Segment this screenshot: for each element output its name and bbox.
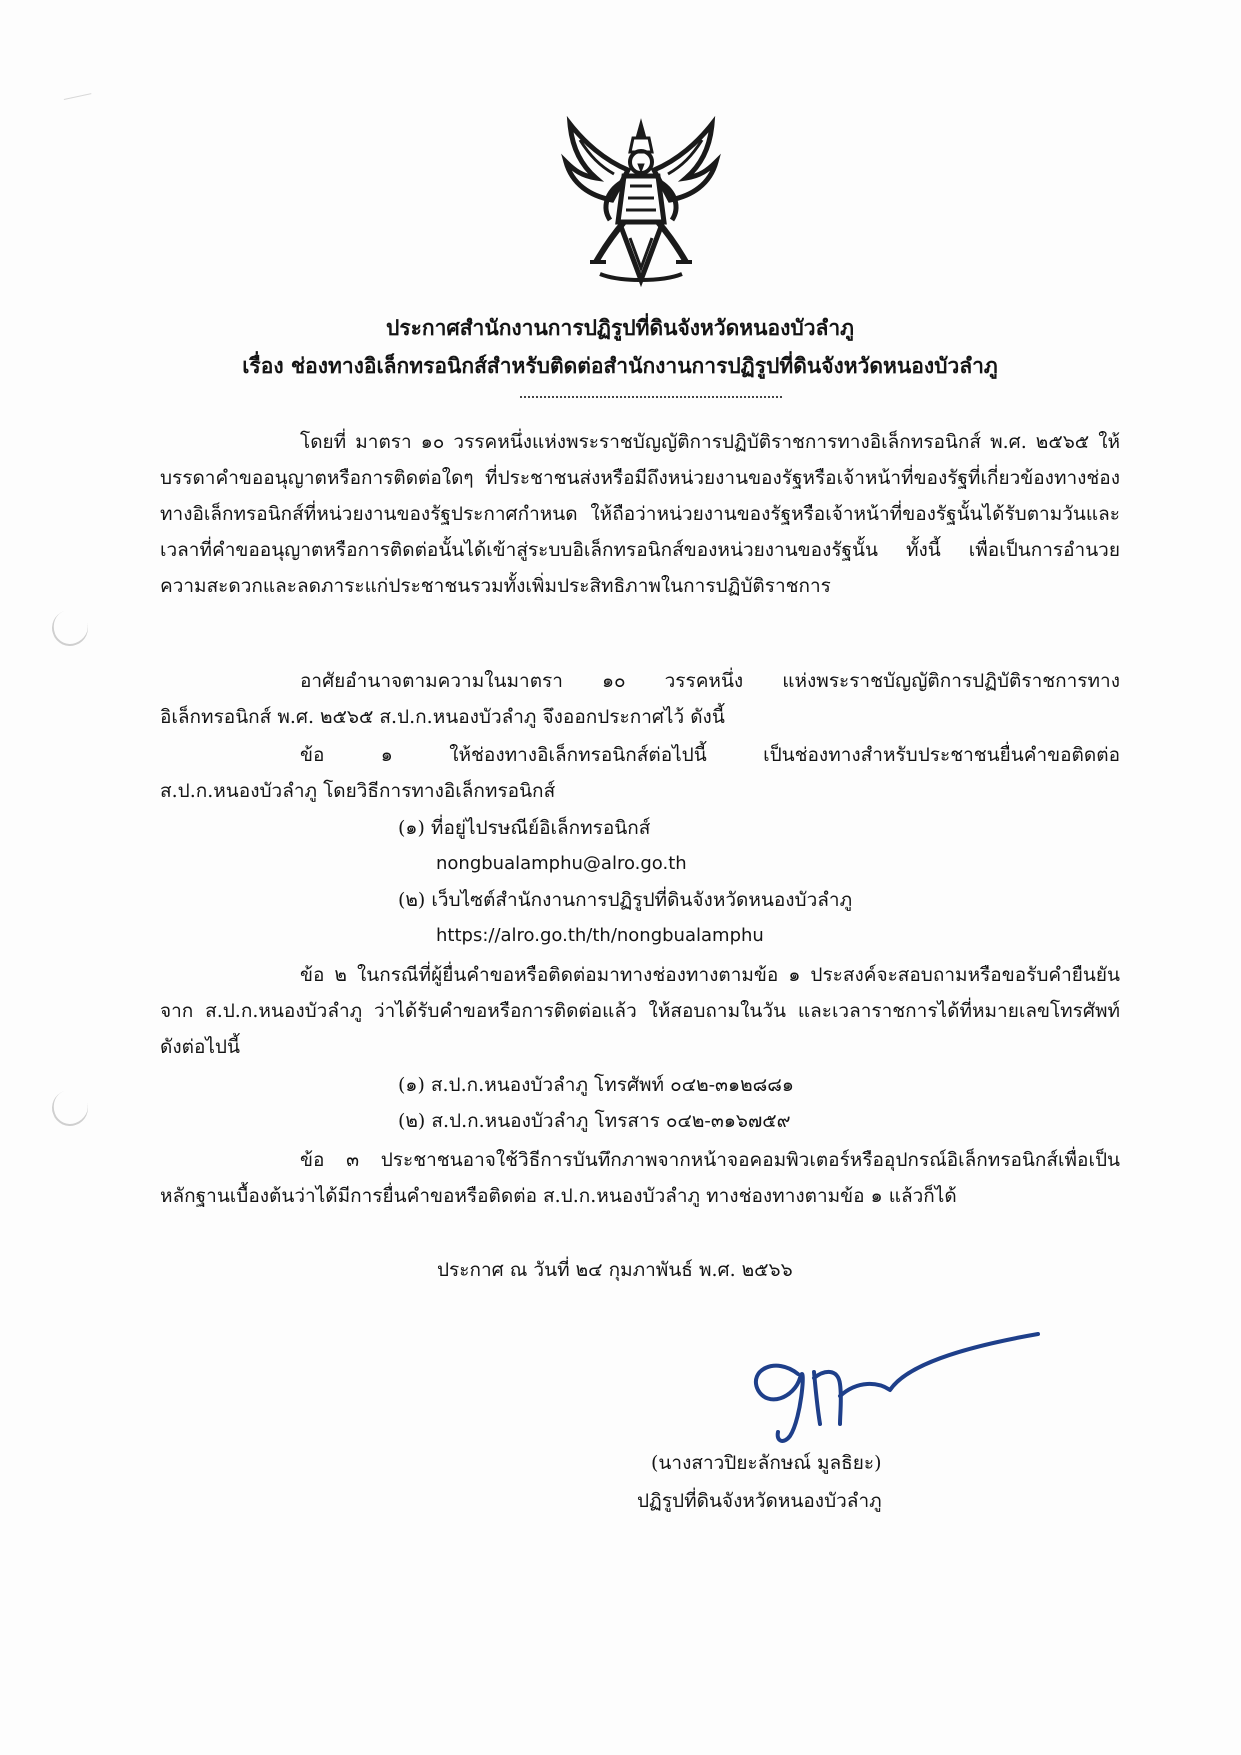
header-divider [520,396,782,398]
paragraph-authority: อาศัยอำนาจตามความในมาตรา ๑๐ วรรคหนึ่ง แห่งพระราชบัญญัติการปฏิบัติราชการทางอิเล็กทรอนิกส์ พ.ศ. ๒๕๖๕ ส.ป.ก.หนองบัวลำภู จึงออกประกาศไว้ ดังนี้ [160,670,1120,728]
email-address: nongbualamphu@alro.go.th [436,853,687,874]
paragraph-preamble: โดยที่ มาตรา ๑๐ วรรคหนึ่งแห่งพระราชบัญญัติการปฏิบัติราชการทางอิเล็กทรอนิกส์ พ.ศ. ๒๕๖๕ ให้บรรดาคำขออนุญาตหรือการติดต่อใดๆ ที่ประชาชนส่งหรือมีถึงหน่วยงานของรัฐหรือเจ้าหน้าที่ของรัฐที่เกี่ยวข้องทางช่องทางอิเล็กทรอนิกส์ที่หน่วยงานของรัฐประกาศกำหนด ให้ถือว่าหน่วยงานของรัฐหรือเจ้าหน้าที่ของรัฐนั้นได้รับตามวันและเวลาที่คำขออนุญาตหรือการติดต่อนั้นได้เข้าสู่ระบบอิเล็กทรอนิกส์ของหน่วยงานของรัฐนั้น ทั้งนี้ เพื่อเป็นการอำนวยความสะดวกและลดภาระแก่ประชาชนรวมทั้งเพิ่มประสิทธิภาพในการปฏิบัติราชการ [160,431,1120,597]
phone-number: (๑) ส.ป.ก.หนองบัวลำภู โทรศัพท์ ๐๔๒-๓๑๒๘๘๑ [398,1074,794,1096]
handwritten-signature-icon [728,1326,1058,1446]
website-url: https://alro.go.th/th/nongbualamphu [436,925,764,946]
announcement-title: ประกาศสำนักงานการปฏิรูปที่ดินจังหวัดหนองบัวลำภู [386,315,854,340]
clause-3: ข้อ ๓ ประชาชนอาจใช้วิธีการบันทึกภาพจากหน้าจอคอมพิวเตอร์หรืออุปกรณ์อิเล็กทรอนิกส์เพื่อเป็นหลักฐานเบื้องต้นว่าได้มีการยื่นคำขอหรือติดต่อ ส.ป.ก.หนองบัวลำภู ทางช่องทางตามข้อ ๑ แล้วก็ได้ [160,1149,1120,1207]
punch-hole-bottom [47,1085,93,1131]
clause-2: ข้อ ๒ ในกรณีที่ผู้ยื่นคำขอหรือติดต่อมาทางช่องทางตามข้อ ๑ ประสงค์จะสอบถามหรือขอรับคำยืนยันจาก ส.ป.ก.หนองบัวลำภู ว่าได้รับคำขอหรือการติดต่อแล้ว ให้สอบถามในวัน และเวลาราชการได้ที่หมายเลขโทรศัพท์ ดังต่อไปนี้ [160,964,1120,1058]
clause-1: ข้อ ๑ ให้ช่องทางอิเล็กทรอนิกส์ต่อไปนี้ เป็นช่องทางสำหรับประชาชนยื่นคำขอติดต่อ ส.ป.ก.หนองบัวลำภู โดยวิธีการทางอิเล็กทรอนิกส์ [160,744,1120,802]
issued-date: ประกาศ ณ วันที่ ๒๔ กุมภาพันธ์ พ.ศ. ๒๕๖๖ [437,1259,793,1281]
punch-hole-top [47,605,93,651]
announcement-subject: เรื่อง ช่องทางอิเล็กทรอนิกส์สำหรับติดต่อสำนักงานการปฏิรูปที่ดินจังหวัดหนองบัวลำภู [242,353,998,378]
signatory-position: ปฏิรูปที่ดินจังหวัดหนองบัวลำภู [637,1490,882,1512]
clause-1-item-1-label: (๑) ที่อยู่ไปรษณีย์อิเล็กทรอนิกส์ [398,817,651,839]
scan-artifact [64,93,92,104]
clause-1-item-2-label: (๒) เว็บไซต์สำนักงานการปฏิรูปที่ดินจังหวัดหนองบัวลำภู [398,889,853,911]
fax-number: (๒) ส.ป.ก.หนองบัวลำภู โทรสาร ๐๔๒-๓๑๖๗๕๙ [398,1110,791,1132]
garuda-emblem-icon [560,112,722,288]
signatory-name: (นางสาวปิยะลักษณ์ มูลธิยะ) [651,1452,882,1474]
